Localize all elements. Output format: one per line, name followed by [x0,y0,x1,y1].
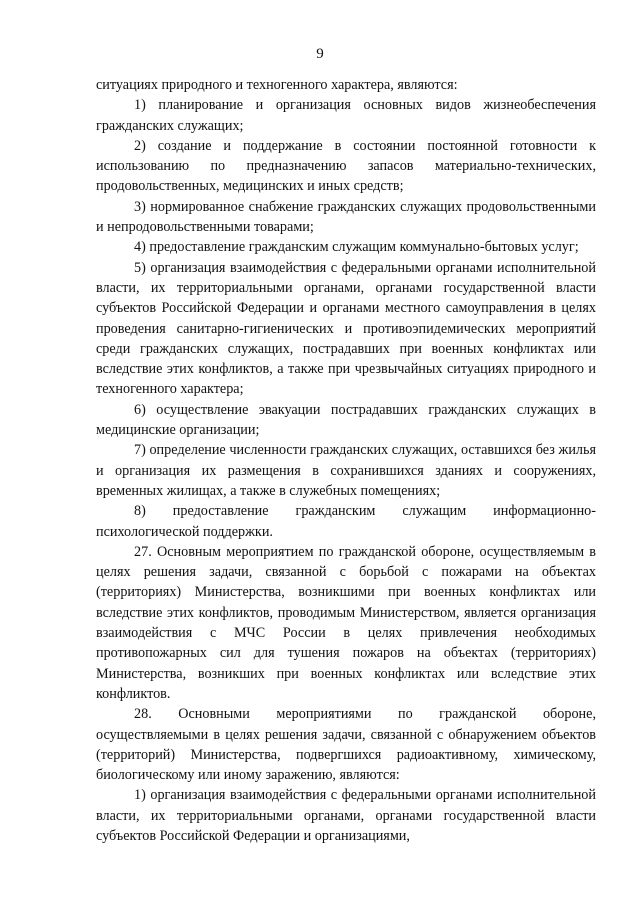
paragraph: 27. Основным мероприятием по гражданской обороне, осуществляемым в целях решения задачи, связанной с борьбой с пожарами на объектах (территориях) Министерства, возникшими при военных конфликтах или вследствие этих конфликтов, проводимым Министерством, является организация взаимодействия с МЧС России в целях привлечения необходимых противопожарных сил для тушения пожаров на объектах (территориях) Министерства, возникших при военных конфликтах или вследствие этих конфликтов. [96,543,596,702]
paragraph: 3) нормированное снабжение гражданских служащих продовольственными и непродовольственными товарами; [96,198,596,236]
page-number: 9 [316,46,324,62]
paragraph: 8) предоставление гражданским служащим информационно-психологической поддержки. [96,503,596,540]
paragraph: 4) предоставление гражданским служащим коммунально-бытовых услуг; [134,239,579,256]
paragraph: 5) организация взаимодействия с федеральными органами исполнительной власти, их территориальными органами, органами государственной власти субъектов Российской Федерации и органами местного самоуправления в целях проведения санитарно-гигиенических и противоэпидемических мероприятий среди гражданских служащих, пострадавших при военных конфликтах или вследствие этих конфликтов, а также при чрезвычайных ситуациях природного и техногенного характера; [96,259,596,398]
paragraph: 1) организация взаимодействия с федеральными органами исполнительной власти, их территориальными органами, органами государственной власти субъектов Российской Федерации и организациями, [96,787,596,844]
paragraph: 28. Основными мероприятиями по гражданской обороне, осуществляемыми в целях решения задачи, связанной с обнаружением объектов (территорий) Министерства, подвергшихся радиоактивному, химическому, биологическому или иному заражению, являются: [96,706,596,784]
document-body [96,75,596,846]
paragraph: 6) осуществление эвакуации пострадавших гражданских служащих в медицинские организации; [96,401,596,439]
paragraph: 7) определение численности гражданских служащих, оставшихся без жилья и организация их размещения в сохранившихся зданиях и сооружениях, временных жилищах, а также в служебных помещениях; [96,442,596,499]
paragraph: 1) планирование и организация основных видов жизнеобеспечения гражданских служащих; [96,97,596,134]
paragraph: ситуациях природного и техногенного характера, являются: [96,77,458,93]
paragraph: 2) создание и поддержание в состоянии постоянной готовности к использованию по предназначению запасов материально-технических, продовольственных, медицинских и иных средств; [96,137,596,195]
